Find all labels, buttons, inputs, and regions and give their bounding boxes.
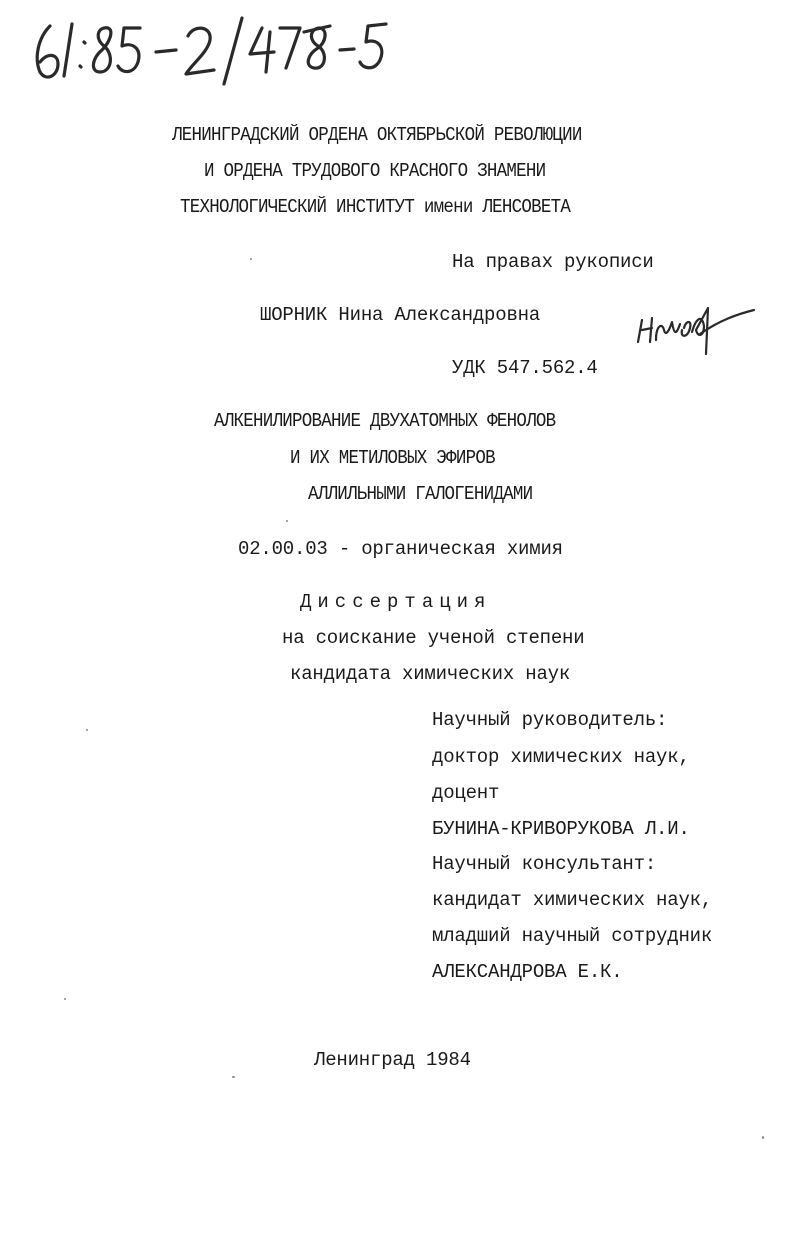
consultant-degree: кандидат химических наук, <box>432 889 713 911</box>
scan-speck <box>250 258 252 260</box>
scan-speck <box>762 1136 764 1139</box>
title-line-1: АЛКЕНИЛИРОВАНИЕ ДВУХАТОМНЫХ ФЕНОЛОВ <box>214 410 556 432</box>
consultant-heading: Научный консультант: <box>432 853 657 875</box>
consultant-position: младший научный сотрудник <box>432 925 713 947</box>
supervisor-name: БУНИНА-КРИВОРУКОВА Л.И. <box>432 818 690 840</box>
title-line-2: И ИХ МЕТИЛОВЫХ ЭФИРОВ <box>290 447 495 469</box>
degree-line-2: кандидата химических наук <box>290 663 571 685</box>
supervisor-degree: доктор химических наук, <box>432 746 690 768</box>
degree-line-1: на соискание ученой степени <box>282 627 585 649</box>
title-line-3: АЛЛИЛЬНЫМИ ГАЛОГЕНИДАМИ <box>308 483 533 505</box>
scan-speck <box>64 998 66 1000</box>
document-type: Диссертация <box>300 591 492 613</box>
supervisor-position: доцент <box>432 782 500 804</box>
institution-line-3: ТЕХНОЛОГИЧЕСКИЙ ИНСТИТУТ имени ЛЕНСОВЕТА <box>180 196 571 218</box>
supervisor-heading: Научный руководитель: <box>432 709 668 731</box>
institution-line-2: И ОРДЕНА ТРУДОВОГО КРАСНОГО ЗНАМЕНИ <box>204 160 546 182</box>
udc-code: УДК 547.562.4 <box>452 357 598 379</box>
scan-speck <box>86 729 88 731</box>
consultant-name: АЛЕКСАНДРОВА Е.К. <box>432 961 623 983</box>
institution-line-1: ЛЕНИНГРАДСКИЙ ОРДЕНА ОКТЯБРЬСКОЙ РЕВОЛЮЦИИ <box>172 124 582 146</box>
place-and-year: Ленинград 1984 <box>314 1049 471 1071</box>
scan-speck <box>286 520 288 522</box>
manuscript-rights: На правах рукописи <box>452 251 654 273</box>
handwritten-archive-mark <box>28 6 398 86</box>
author-signature <box>630 300 760 360</box>
author-name: ШОРНИК Нина Александровна <box>260 304 541 326</box>
specialty: 02.00.03 - органическая химия <box>238 538 563 560</box>
scan-speck <box>232 1076 235 1078</box>
